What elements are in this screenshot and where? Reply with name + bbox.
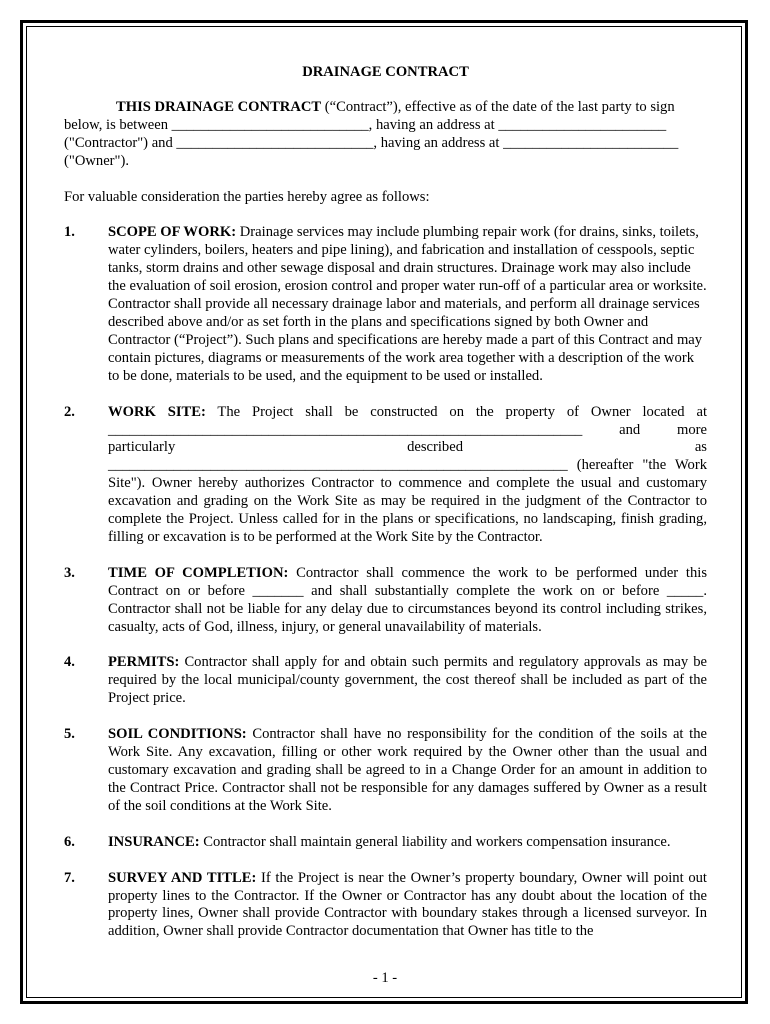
section-permits — [64, 654, 707, 708]
section-heading: TIME OF COMPLETION: — [108, 564, 289, 581]
intro-bold-lead: THIS DRAINAGE CONTRACT — [116, 98, 322, 115]
section-work-site — [64, 404, 707, 547]
section-heading: PERMITS: — [108, 654, 180, 671]
intro-text: (“Contract”), effective as of the date of the last party to sign below, is between ___________________________, having an address at _______________________ ("Contractor") and ___________________________, having an address at ________________________ ("Owner"). — [64, 98, 679, 169]
document-title: DRAINAGE CONTRACT — [302, 64, 469, 80]
section-insurance — [64, 834, 707, 852]
section-text: Contractor shall maintain general liability and workers compensation insurance. — [199, 833, 671, 850]
section-heading: SURVEY AND TITLE: — [108, 869, 257, 886]
section-text: Contractor shall apply for and obtain such permits and regulatory approvals as may be required by the local municipal/county government, the cost thereof shall be included as part of the Project price. — [108, 654, 707, 707]
intro-paragraph — [64, 99, 707, 171]
section-heading: WORK SITE: — [108, 403, 206, 420]
section-body — [108, 726, 707, 816]
section-number: 2. — [64, 403, 75, 420]
section-text: If the Project is near the Owner’s property boundary, Owner will point out property lines to the Contractor. If the Owner or Contractor has any doubt about the location of the property lines, Owner shall provide Contractor with boundary stakes through a licensed surveyor. In addition, Owner shall provide Contractor documentation that Owner has title to the — [108, 869, 707, 940]
section-survey-and-title — [64, 870, 707, 942]
document-body — [64, 64, 707, 941]
section-text: Drainage services may include plumbing repair work (for drains, sinks, toilets, water cylinders, boilers, heaters and pipe lining), and fabrication and installation of cesspools, septic tanks, storm drains and other sewage disposal and drain structures. Drainage work may also include the evaluation of soil erosion, erosion control and proper water run-off of a particular area or worksite. Contractor shall provide all necessary drainage labor and materials, and perform all drainage services described above and/or as set forth in the plans and specifications signed by both Owner and Contractor (“Project”). Such plans and specifications are hereby made a part of this Contract and may contain pictures, diagrams or measurements of the work area together with a description of the work to be done, materials to be used, and the equipment to be used or installed. — [108, 224, 707, 384]
section-number: 6. — [64, 833, 75, 850]
section-time-of-completion — [64, 565, 707, 637]
section-heading: INSURANCE: — [108, 833, 200, 850]
section-body — [108, 870, 707, 942]
section-text: Contractor shall commence the work to be performed under this Contract on or before _______ and shall substantially complete the work on or before _____. Contractor shall not be liable for any delay due to circumstances beyond its control including strikes, casualty, acts of God, illness, injury, or general unavailability of materials. — [108, 564, 707, 635]
section-text: Contractor shall have no responsibility for the condition of the soils at the Work Site. Any excavation, filling or other work required by the Owner other than the usual and customary excavation and grading shall be agreed to in a Change Order for an amount in addition to the Contract Price. Contractor shall not be responsible for any damages suffered by Owner as a result of the soil conditions at the Work Site. — [108, 726, 707, 814]
section-scope-of-work — [64, 224, 707, 385]
section-body — [108, 404, 707, 547]
consideration-paragraph: For valuable consideration the parties hereby agree as follows: — [64, 188, 430, 205]
section-body — [108, 654, 707, 708]
section-number: 3. — [64, 564, 75, 581]
section-body — [108, 565, 707, 637]
section-heading: SOIL CONDITIONS: — [108, 726, 247, 743]
section-body — [108, 834, 707, 852]
section-number: 5. — [64, 726, 75, 743]
section-text: The Project shall be constructed on the property of Owner located at _________________________________________________________________ and more particularly described as _______________________________________________________________ (hereafter "the Work Site"). Owner hereby authorizes Contractor to commence and complete the usual and customary excavation and grading on the Work Site as may be required in the judgment of the Contractor to complete the Project. Unless called for in the plans or specifications, no landscaping, finish grading, filling or excavation is to be performed at the Work Site by the Contractor. — [108, 403, 707, 545]
section-heading: SCOPE OF WORK: — [108, 224, 237, 241]
section-number: 1. — [64, 224, 75, 241]
section-number: 7. — [64, 869, 75, 886]
section-number: 4. — [64, 654, 75, 671]
page-number: - 1 - — [372, 970, 398, 986]
section-body — [108, 224, 707, 385]
section-soil-conditions — [64, 726, 707, 816]
